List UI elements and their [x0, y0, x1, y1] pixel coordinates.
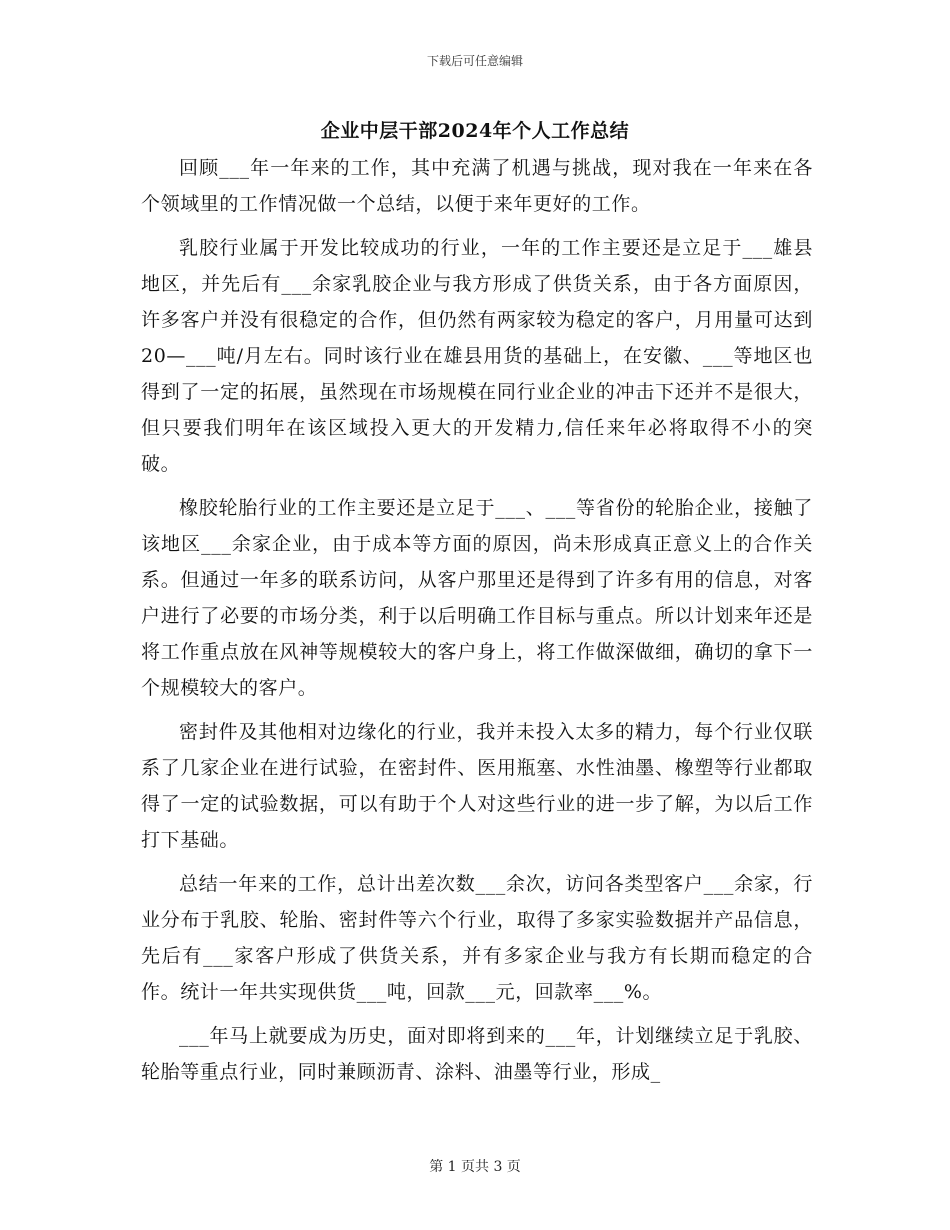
paragraph-seal-industry: 密封件及其他相对边缘化的行业，我并未投入太多的精力，每个行业仅联系了几家企业在进行试验，在密封件、医用瓶塞、水性油墨、橡塑等行业都取得了一定的试验数据，可以有助于个人对这些行业的进一步了解，为以后工作打下基础。 [141, 721, 813, 851]
paragraph-latex-industry: 乳胶行业属于开发比较成功的行业，一年的工作主要还是立足于___雄县地区，并先后有___余家乳胶企业与我方形成了供货关系，由于各方面原因，许多客户并没有很稳定的合作，但仍然有两家较为稳定的客户，月用量可达到20—___吨/月左右。同时该行业在雄县用货的基础上，在安徽、___等地区也得到了一定的拓展，虽然现在市场规模在同行业企业的冲击下还并不是很大，但只要我们明年在该区域投入更大的开发精力,信任来年必将取得不小的突破。 [141, 237, 813, 475]
page-header: 下载后可任意编辑 [426, 54, 523, 68]
document-title: 企业中层干部2024年个人工作总结 [320, 120, 630, 142]
paragraph-review: 回顾___年一年来的工作，其中充满了机遇与挑战，现对我在一年来在各个领域里的工作情况做一个总结，以便于来年更好的工作。 [141, 157, 813, 215]
page-number: 第 1 页共 3 页 [429, 1159, 521, 1175]
paragraph-summary: 总结一年来的工作，总计出差次数___余次，访问各类型客户___余家，行业分布于乳胶、轮胎、密封件等六个行业，取得了多家实验数据并产品信息，先后有___家客户形成了供货关系，并有多家企业与我方有长期而稳定的合作。统计一年共实现供货___吨，回款___元，回款率___%。 [141, 873, 813, 1003]
paragraph-plan: ___年马上就要成为历史，面对即将到来的___年，计划继续立足于乳胶、轮胎等重点行业，同时兼顾沥青、涂料、油墨等行业，形成_ [141, 1025, 813, 1083]
paragraph-tire-industry: 橡胶轮胎行业的工作主要还是立足于___、___等省份的轮胎企业，接触了该地区___余家企业，由于成本等方面的原因，尚未形成真正意义上的合作关系。但通过一年多的联系访问，从客户那里还是得到了许多有用的信息，对客户进行了必要的市场分类，利于以后明确工作目标与重点。所以计划来年还是将工作重点放在风神等规模较大的客户身上，将工作做深做细，确切的拿下一个规模较大的客户。 [141, 497, 813, 699]
document-body [141, 150, 813, 1098]
